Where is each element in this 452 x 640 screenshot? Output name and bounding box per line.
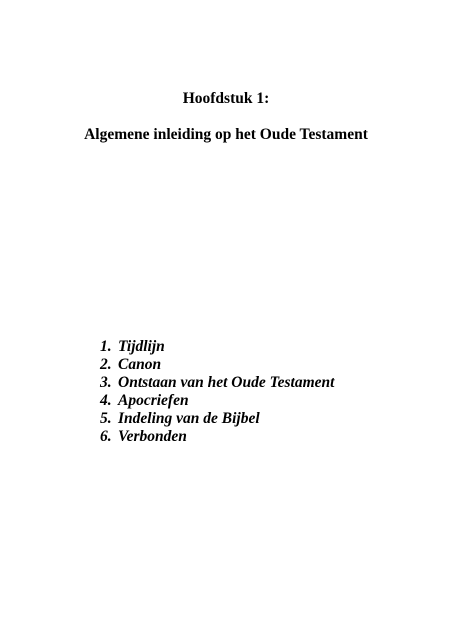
toc-item-number: 5. [100,410,112,427]
table-of-contents [100,338,334,446]
toc-item-number: 2. [100,356,112,373]
toc-item-tijdlijn [100,338,334,356]
toc-item-number: 4. [100,392,112,409]
toc-item-label: Canon [118,356,162,373]
toc-item-number: 1. [100,338,112,355]
toc-item-canon [100,356,334,374]
toc-item-apocriefen [100,392,334,410]
toc-item-number: 3. [100,374,112,391]
toc-item-ontstaan [100,374,334,392]
toc-item-indeling [100,410,334,428]
toc-item-number: 6. [100,428,112,445]
toc-item-label: Verbonden [118,428,187,445]
chapter-title: Algemene inleiding op het Oude Testament [84,126,368,143]
toc-item-label: Apocriefen [118,392,189,409]
toc-item-label: Tijdlijn [118,338,165,355]
toc-item-label: Ontstaan van het Oude Testament [118,374,335,391]
toc-item-verbonden [100,428,334,446]
chapter-label: Hoofdstuk 1: [182,90,270,107]
toc-item-label: Indeling van de Bijbel [118,410,260,427]
